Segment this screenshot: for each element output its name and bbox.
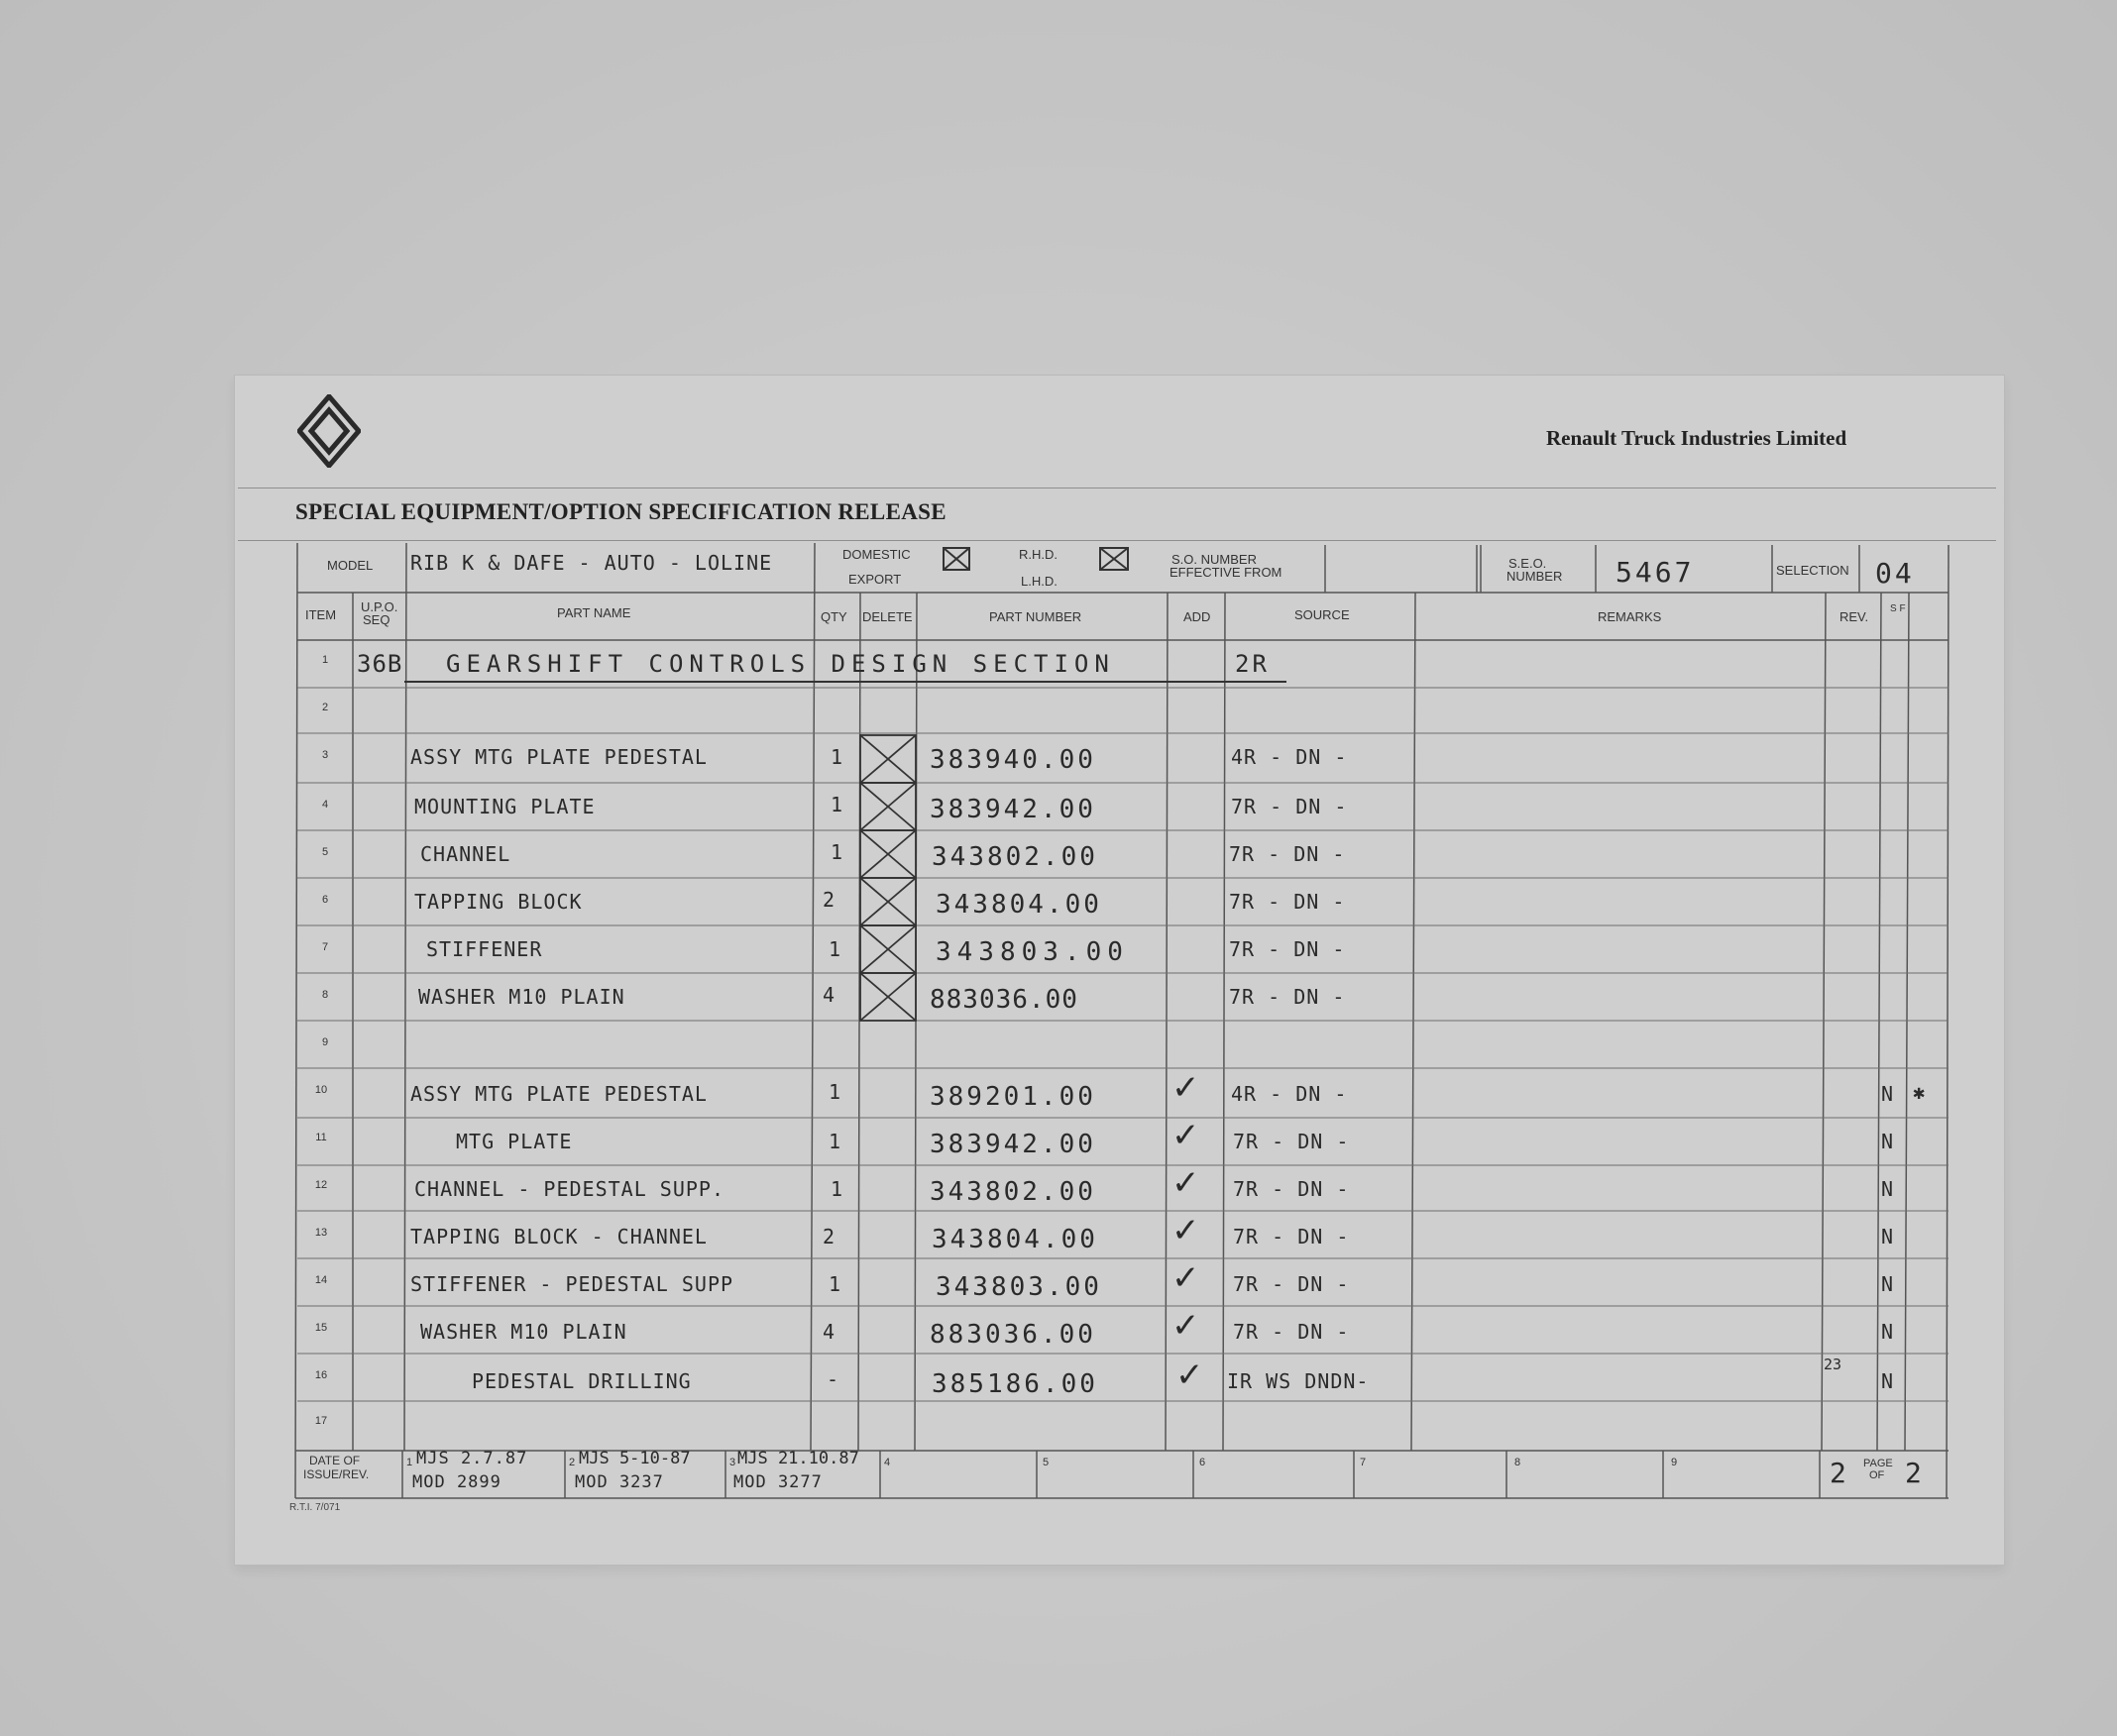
item-number: 13 [314, 1227, 328, 1239]
source: 7R - DN - [1229, 842, 1346, 866]
col-delete: DELETE [862, 609, 913, 624]
item-number: 15 [314, 1322, 328, 1334]
so-number-label: S.O. NUMBER [1171, 552, 1257, 567]
col-seq: SEQ [363, 612, 390, 627]
qty: 1 [829, 1130, 842, 1153]
issue-mod: MOD 3277 [733, 1472, 823, 1492]
add-check: ✓ [1171, 1306, 1200, 1346]
col-upo: U.P.O. [361, 599, 398, 614]
issue-slot-number: 5 [1043, 1457, 1050, 1468]
col-add: ADD [1183, 609, 1211, 624]
add-check: ✓ [1171, 1068, 1200, 1108]
issue-slot-number: 7 [1360, 1457, 1367, 1468]
qty: 2 [823, 1225, 836, 1248]
lhd-label: L.H.D. [1021, 574, 1058, 589]
issue-slot-number: 8 [1514, 1457, 1521, 1468]
qty: 1 [831, 1177, 844, 1201]
issue-date: MJS 21.10.87 [737, 1449, 859, 1468]
item-number: 6 [321, 894, 329, 906]
part-name: TAPPING BLOCK [414, 890, 583, 914]
qty: 1 [829, 1272, 842, 1296]
part-name: CHANNEL - PEDESTAL SUPP. [414, 1177, 724, 1201]
sf-flag: N [1881, 1369, 1895, 1393]
rev-value: 23 [1824, 1356, 1842, 1373]
source: 7R - DN - [1229, 985, 1346, 1009]
item-number: 8 [321, 989, 329, 1001]
sf-flag: N [1881, 1177, 1895, 1201]
item-number: 16 [314, 1369, 328, 1381]
sf-flag: N [1881, 1130, 1895, 1153]
item-number: 11 [315, 1132, 327, 1143]
part-number: 343803.00 [936, 937, 1129, 967]
qty: 1 [831, 793, 844, 816]
qty: 1 [831, 840, 844, 864]
issue-mod: MOD 3237 [575, 1472, 664, 1492]
col-qty: QTY [821, 609, 847, 624]
number-label: NUMBER [1506, 569, 1563, 584]
part-name: TAPPING BLOCK - CHANNEL [410, 1225, 708, 1248]
part-number: 343802.00 [932, 842, 1098, 872]
form-code: R.T.I. 7/071 [289, 1502, 341, 1513]
col-item: ITEM [305, 607, 337, 622]
source: 4R - DN - [1231, 745, 1348, 769]
issue-slot-number: 4 [884, 1457, 891, 1468]
selection-label: SELECTION [1776, 563, 1849, 578]
source: 7R - DN - [1229, 890, 1346, 914]
item-number: 10 [314, 1084, 328, 1096]
qty: 4 [823, 983, 836, 1007]
section-source: 2R [1235, 650, 1270, 678]
source: 4R - DN - [1231, 1082, 1348, 1106]
part-name: PEDESTAL DRILLING [472, 1369, 692, 1393]
qty: 1 [829, 1080, 842, 1104]
issue-mod: MOD 2899 [412, 1472, 501, 1492]
part-name: MOUNTING PLATE [414, 795, 596, 818]
qty: 2 [823, 888, 836, 912]
upo-seq-value: 36B [357, 650, 403, 678]
issue-slot-number: 6 [1199, 1457, 1206, 1468]
seo-number-value: 5467 [1616, 556, 1695, 589]
asterisk-flag: ✱ [1913, 1080, 1927, 1104]
sf-flag: N [1881, 1272, 1895, 1296]
source: 7R - DN - [1233, 1225, 1350, 1248]
sf-flag: N [1881, 1225, 1895, 1248]
sf-flag: N [1881, 1320, 1895, 1344]
issue-slot-number: 2 [569, 1457, 576, 1468]
source: 7R - DN - [1231, 795, 1348, 818]
col-part-name: PART NAME [557, 605, 631, 620]
part-number: 383942.00 [930, 1130, 1096, 1159]
col-part-number: PART NUMBER [989, 609, 1082, 624]
qty: 4 [823, 1320, 836, 1344]
source: 7R - DN - [1229, 937, 1346, 961]
source: 7R - DN - [1233, 1320, 1350, 1344]
part-number: 389201.00 [930, 1082, 1096, 1112]
part-name: STIFFENER [426, 937, 543, 961]
qty: 1 [831, 745, 844, 769]
item-number: 4 [321, 799, 329, 811]
export-label: EXPORT [848, 572, 902, 587]
part-number: 343803.00 [936, 1272, 1102, 1302]
qty: - [827, 1367, 840, 1391]
add-check: ✓ [1171, 1258, 1200, 1298]
source: 7R - DN - [1233, 1130, 1350, 1153]
item-number: 3 [321, 749, 329, 761]
part-number: 385186.00 [932, 1369, 1098, 1399]
issue-slot-number: 3 [729, 1457, 736, 1468]
part-number: 343804.00 [932, 1225, 1098, 1254]
effective-from-label: EFFECTIVE FROM [1170, 565, 1282, 580]
part-name: WASHER M10 PLAIN [418, 985, 625, 1009]
page-number: 2 [1830, 1457, 1849, 1489]
of-label: OF [1869, 1469, 1885, 1481]
model-label: MODEL [327, 558, 374, 573]
part-name: WASHER M10 PLAIN [420, 1320, 627, 1344]
issue-slot-number: 9 [1671, 1457, 1678, 1468]
add-check: ✓ [1175, 1356, 1204, 1395]
part-number: 343802.00 [930, 1177, 1096, 1207]
part-name: MTG PLATE [456, 1130, 573, 1153]
issue-date: MJS 2.7.87 [416, 1449, 528, 1468]
sf-flag: N [1881, 1082, 1895, 1106]
add-check: ✓ [1171, 1211, 1200, 1250]
part-number: 343804.00 [936, 890, 1102, 920]
item-number: 17 [314, 1415, 328, 1427]
add-check: ✓ [1171, 1163, 1200, 1203]
model-value: RIB K & DAFE - AUTO - LOLINE [410, 551, 773, 575]
item-number: 7 [321, 941, 329, 953]
col-remarks: REMARKS [1598, 609, 1662, 624]
part-name: STIFFENER - PEDESTAL SUPP [410, 1272, 734, 1296]
item-number: 2 [321, 702, 329, 713]
section-heading: GEARSHIFT CONTROLS DESIGN SECTION [446, 650, 1115, 678]
source: 7R - DN - [1233, 1272, 1350, 1296]
item-number: 9 [321, 1036, 329, 1048]
seo-label: S.E.O. [1508, 556, 1547, 571]
col-rev: REV. [1839, 609, 1869, 624]
page-total: 2 [1905, 1457, 1925, 1489]
col-sf: S F [1890, 603, 1906, 614]
issue-date: MJS 5-10-87 [579, 1449, 691, 1468]
part-number: 883036.00 [930, 1320, 1096, 1350]
rhd-label: R.H.D. [1019, 547, 1058, 562]
date-of-issue-label: DATE OF [309, 1454, 361, 1467]
item-number: 1 [321, 654, 329, 666]
add-check: ✓ [1171, 1116, 1200, 1155]
issue-slot-number: 1 [406, 1457, 413, 1468]
part-number: 883036.00 [930, 985, 1078, 1015]
item-number: 14 [314, 1274, 328, 1286]
source: IR WS DNDN- [1227, 1369, 1370, 1393]
part-name: ASSY MTG PLATE PEDESTAL [410, 1082, 708, 1106]
part-number: 383940.00 [930, 745, 1096, 775]
part-number: 383942.00 [930, 795, 1096, 824]
page-label: PAGE [1863, 1458, 1893, 1469]
qty: 1 [829, 937, 842, 961]
item-number: 5 [321, 846, 329, 858]
company-name: Renault Truck Industries Limited [1546, 426, 1847, 450]
source: 7R - DN - [1233, 1177, 1350, 1201]
part-name: CHANNEL [420, 842, 511, 866]
form-title: SPECIAL EQUIPMENT/OPTION SPECIFICATION RELEASE [295, 499, 947, 524]
item-number: 12 [314, 1179, 328, 1191]
col-source: SOURCE [1294, 607, 1350, 622]
part-name: ASSY MTG PLATE PEDESTAL [410, 745, 708, 769]
issue-rev-label: ISSUE/REV. [303, 1467, 370, 1481]
domestic-label: DOMESTIC [842, 547, 911, 562]
selection-value: 04 [1875, 557, 1915, 590]
